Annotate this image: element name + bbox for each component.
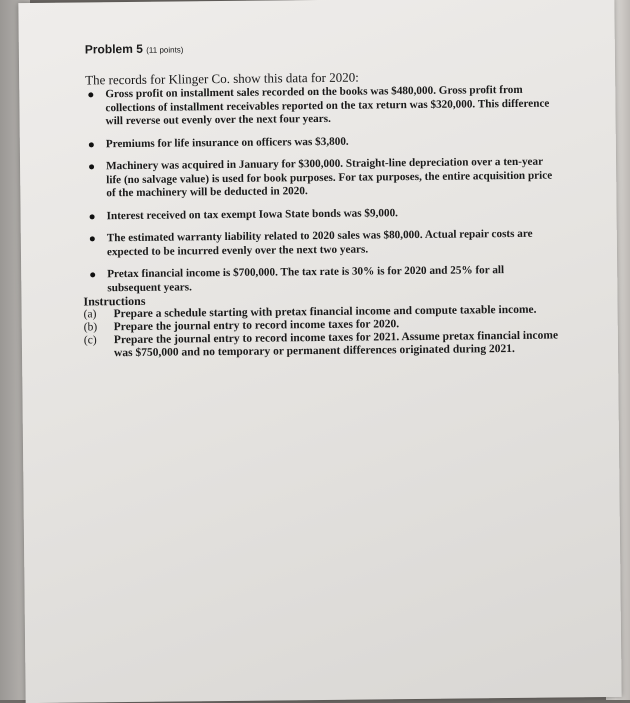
instruction-item [84,329,574,360]
paper-sheet [18,0,621,703]
instructions-list [84,303,575,360]
bullet-item [87,264,557,296]
intro-text: The records for Klinger Co. show this data for 2020: [85,69,359,88]
bullet-text: Gross profit on installment sales recorded on the books was $480,000. Gross profit from collections of installment receivables reported on the tax return was $320,000. This difference will reverse out evenly over the next four years. [105,83,550,128]
bullet-item [87,205,557,223]
data-bullet-list [85,84,557,305]
bullet-text: Interest received on tax exempt Iowa State bonds was $9,000. [106,206,399,222]
bullet-text: Machinery was acquired in January for $300,000. Straight-line depreciation over a ten-year life (no salvage value) is used for book purposes. For tax purposes, the entire acquisition price of the machinery will be deducted in 2020. [106,155,553,200]
bullet-item [85,84,555,129]
problem-points: (11 points) [146,45,184,55]
bullet-item [86,156,556,201]
bullet-icon [88,92,93,97]
instruction-text: Prepare the journal entry to record income taxes for 2021. Assume pretax financial income was $750,000 and no temporary or permanent differences originated during 2021. [113,329,559,360]
bullet-item [87,228,557,260]
bullet-text: Premiums for life insurance on officers was $3,800. [105,135,349,150]
bullet-icon [90,236,95,241]
bullet-icon [89,142,94,147]
instructions-heading: Instructions [83,293,146,309]
problem-title: Problem 5 [84,41,143,57]
bullet-text: The estimated warranty liability related to 2020 sales was $80,000. Actual repair costs are expected to be incurred evenly over the next two years. [106,227,533,258]
bullet-text: Pretax financial income is $700,000. The tax rate is 30% is for 2020 and 25% for all subsequent years. [107,264,505,294]
bullet-item [86,133,556,151]
problem-heading [85,41,184,56]
instruction-text: Prepare a schedule starting with pretax financial income and compute taxable income. [113,303,537,321]
instruction-letter: (c) [83,334,97,347]
bullet-icon [90,272,95,277]
instruction-text: Prepare the journal entry to record income taxes for 2020. [113,318,400,334]
bullet-icon [89,164,94,169]
bullet-icon [90,214,95,219]
instruction-letter: (b) [83,321,98,334]
instruction-letter: (a) [83,308,97,321]
